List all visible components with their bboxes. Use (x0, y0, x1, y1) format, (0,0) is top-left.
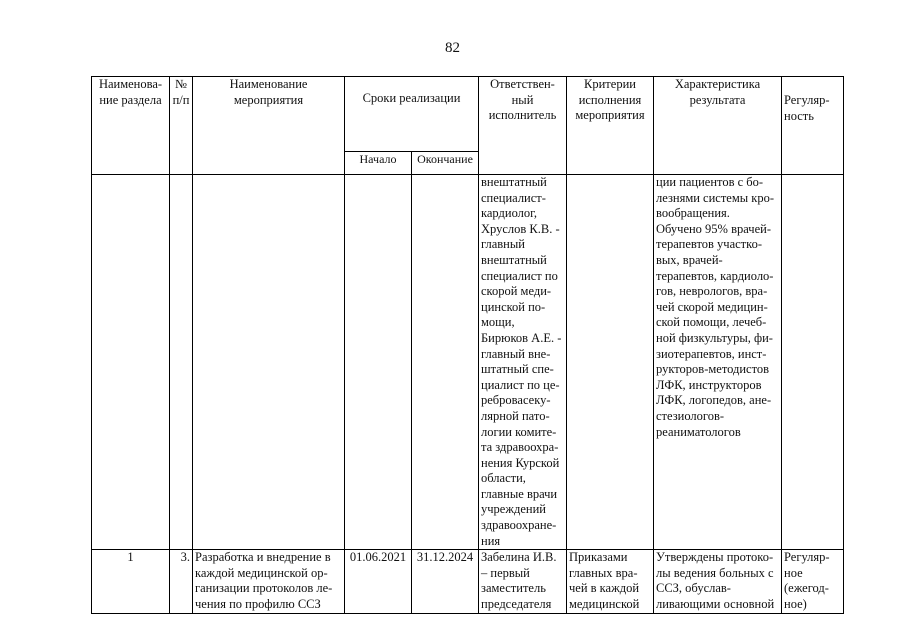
cell-start: 01.06.2021 (345, 550, 412, 613)
cell-result: Утверждены протоко- лы ведения больных с ССЗ, обуслав- ливающими основной (654, 550, 782, 613)
cell-section: 1 (92, 550, 170, 613)
cell-event: Разработка и внедрение в каждой медицинской ор- ганизации протоколов ле- чения по профилю ССЗ (193, 550, 345, 613)
header-regularity: Регуляр- ность (782, 77, 844, 175)
cell-responsible: внештатный специалист- кардиолог, Хруслов К.В. - главный внештатный специалист по скорой меди- цинской по- мощи, Бирюков А.Е. - главный вне- штатный спе- циалист по це- ребровасеку- лярной пато- логии комите- та здравоохра- нения Курской области, главные врачи учреждений здравоохране- ния (479, 175, 567, 550)
header-event-name: Наименование мероприятия (193, 77, 345, 175)
cell-end: 31.12.2024 (412, 550, 479, 613)
cell-event (193, 175, 345, 550)
header-row-main (92, 77, 844, 152)
header-number: № п/п (170, 77, 193, 175)
header-terms: Сроки реализации (345, 77, 479, 152)
table-row (92, 175, 844, 550)
cell-end (412, 175, 479, 550)
cell-criteria (567, 175, 654, 550)
cell-start (345, 175, 412, 550)
cell-regularity: Регуляр- ное (ежегод- ное) (782, 550, 844, 613)
header-section-name: Наименова- ние раздела (92, 77, 170, 175)
header-responsible: Ответствен- ный исполнитель (479, 77, 567, 175)
header-criteria: Критерии исполнения мероприятия (567, 77, 654, 175)
page-number: 82 (445, 40, 460, 56)
header-end: Окончание (412, 152, 479, 175)
cell-number: 3. (170, 550, 193, 613)
cell-responsible: Забелина И.В. – первый заместитель председателя (479, 550, 567, 613)
table-row (92, 550, 844, 613)
cell-criteria: Приказами главных вра- чей в каждой медицинской (567, 550, 654, 613)
cell-section (92, 175, 170, 550)
header-result: Характеристика результата (654, 77, 782, 175)
activity-plan-table (91, 76, 844, 614)
cell-result: ции пациентов с бо- лезнями системы кро- вообращения. Обучено 95% врачей- терапевтов участко- вых, врачей- терапевтов, кардиоло- гов, неврологов, вра- чей скорой медицин- ской помощи, лечеб- ной физкультуры, фи- зиотерапевтов, инст- рукторов-методистов ЛФК, инструкторов ЛФК, логопедов, ане- стезиологов- реаниматологов (654, 175, 782, 550)
cell-regularity (782, 175, 844, 550)
cell-number (170, 175, 193, 550)
header-start: Начало (345, 152, 412, 175)
